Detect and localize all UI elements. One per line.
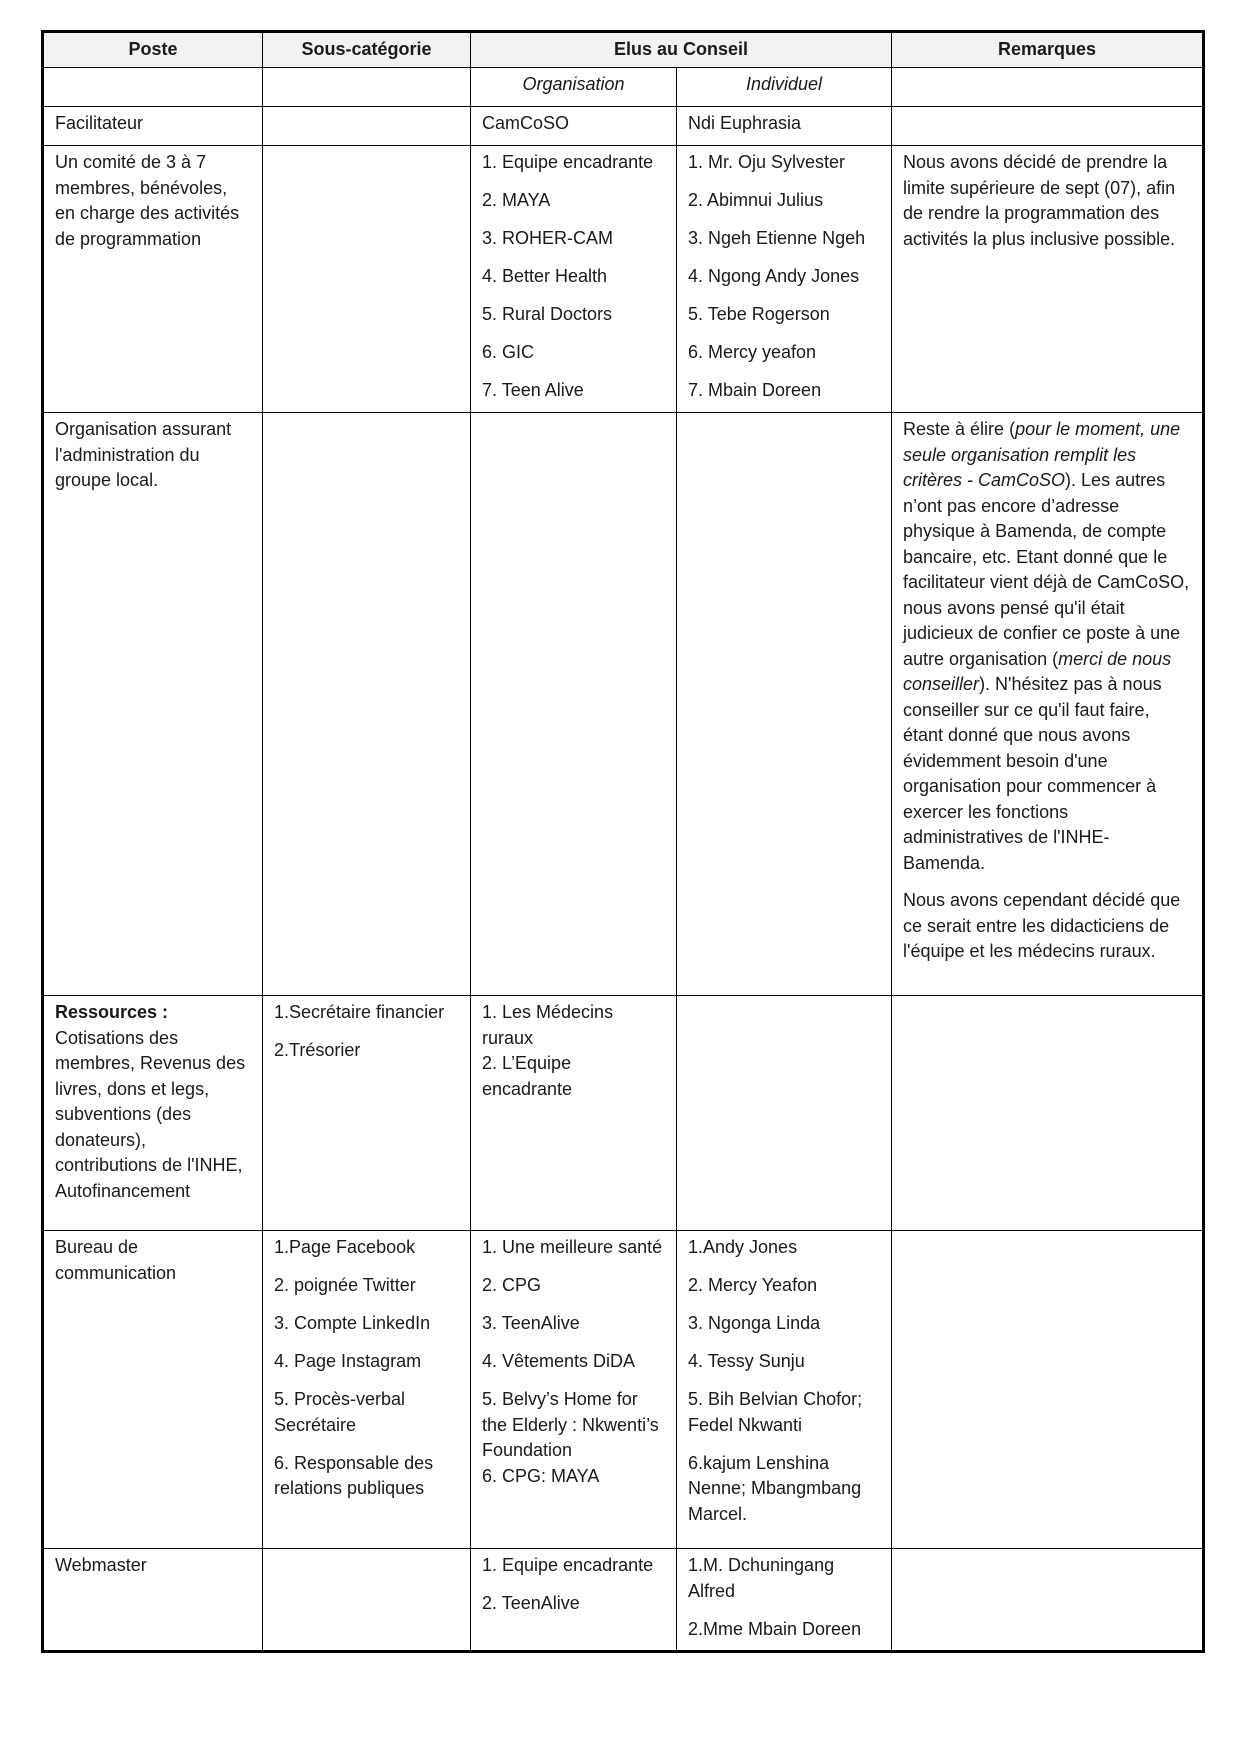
list-item: 2. MAYA	[482, 190, 551, 210]
cell-sous	[263, 146, 471, 413]
list-item: 3. Ngeh Etienne Ngeh	[688, 228, 866, 248]
list-item: 2. Mercy Yeafon	[688, 1275, 818, 1295]
cell-poste	[43, 996, 263, 1231]
cell-remarques	[892, 996, 1204, 1231]
table-row-administration	[43, 413, 1204, 996]
subheader-empty-poste	[43, 68, 263, 107]
header-elus: Elus au Conseil	[471, 32, 892, 68]
cell-organisation	[471, 413, 677, 996]
list-item: 3. Ngonga Linda	[688, 1313, 821, 1333]
list-item: 5. Procès-verbal Secrétaire	[274, 1389, 406, 1435]
list-item: 7. Teen Alive	[482, 380, 584, 400]
table-row-ressources	[43, 996, 1204, 1231]
header-poste: Poste	[43, 32, 263, 68]
table-row-communication	[43, 1231, 1204, 1549]
header-sous-categorie: Sous-catégorie	[263, 32, 471, 68]
list-item: 6. Responsable des relations publiques	[274, 1452, 434, 1498]
poste-text: Cotisations des membres, Revenus des livres, dons et legs, subventions (des donateurs), contributions de l'INHE, Autofinancement	[55, 1027, 246, 1201]
cell-poste: Bureau de communication	[43, 1231, 263, 1549]
cell-remarques: Nous avons décidé de prendre la limite supérieure de sept (07), afin de rendre la programmation des activités la plus inclusive possible.	[892, 146, 1204, 413]
list-item: 2. TeenAlive	[482, 1593, 580, 1613]
list-item: 1.M. Dchuningang Alfred	[688, 1555, 835, 1601]
subheader-empty-remarques	[892, 68, 1204, 107]
list-item: 1. Une meilleure santé	[482, 1237, 663, 1257]
list-item: 6. CPG: MAYA	[482, 1465, 600, 1486]
cell-organisation	[471, 1231, 677, 1549]
list-item: 5. Bih Belvian Chofor; Fedel Nkwanti	[688, 1389, 863, 1435]
poste-bold-label: Ressources :	[55, 1002, 169, 1022]
subheader-empty-sous	[263, 68, 471, 107]
list-item: 1. Equipe encadrante	[482, 1555, 654, 1575]
list-item: 5. Belvy’s Home for the Elderly : Nkwenti’s Foundation	[482, 1389, 659, 1460]
list-item: 4. Tessy Sunju	[688, 1351, 805, 1371]
remark-paragraph	[903, 417, 1191, 876]
remark-italic: merci de nous conseiller	[903, 648, 1172, 694]
cell-sous	[263, 1549, 471, 1652]
cell-sous	[263, 107, 471, 146]
cell-poste: Webmaster	[43, 1549, 263, 1652]
cell-sous	[263, 413, 471, 996]
list-item: 1.Page Facebook	[274, 1237, 416, 1257]
list-item: 1.Secrétaire financier	[274, 1002, 445, 1022]
list-item: 1.Andy Jones	[688, 1237, 798, 1257]
cell-poste: Organisation assurant l'administration du groupe local.	[43, 413, 263, 996]
list-item: 7. Mbain Doreen	[688, 380, 822, 400]
cell-remarques	[892, 107, 1204, 146]
cell-individuel	[677, 1549, 892, 1652]
list-item: 1. Mr. Oju Sylvester	[688, 152, 846, 172]
subheader-organisation: Organisation	[471, 68, 677, 107]
list-item: 6. GIC	[482, 342, 535, 362]
list-item: 3. TeenAlive	[482, 1313, 580, 1333]
cell-individuel: Ndi Euphrasia	[677, 107, 892, 146]
list-item: 2. L’Equipe encadrante	[482, 1053, 573, 1099]
list-item: 4. Page Instagram	[274, 1351, 422, 1371]
cell-individuel	[677, 146, 892, 413]
cell-sous	[263, 1231, 471, 1549]
cell-remarques	[892, 1231, 1204, 1549]
table-row-comite	[43, 146, 1204, 413]
list-item: 4. Ngong Andy Jones	[688, 266, 860, 286]
list-item: 5. Tebe Rogerson	[688, 304, 830, 324]
remark-text: Reste à élire (	[903, 419, 1016, 439]
cell-poste: Facilitateur	[43, 107, 263, 146]
cell-organisation	[471, 996, 677, 1231]
cell-remarques	[892, 413, 1204, 996]
cell-organisation	[471, 146, 677, 413]
cell-organisation	[471, 1549, 677, 1652]
remark-italic: pour le moment, une seule organisation remplit les critères - CamCoSO	[903, 419, 1181, 490]
list-item: 4. Vêtements DiDA	[482, 1351, 636, 1371]
header-row	[43, 32, 1204, 68]
cell-individuel	[677, 996, 892, 1231]
remark-text: ). N'hésitez pas à nous conseiller sur ce qu'il faut faire, étant donné que nous avons évidemment besoin d'une organisation pour commencer à exercer les fonctions administratives de l'INHE-Bamenda.	[903, 674, 1162, 873]
list-item: 2.Trésorier	[274, 1040, 361, 1060]
cell-poste: Un comité de 3 à 7 membres, bénévoles, en charge des activités de programmation	[43, 146, 263, 413]
cell-individuel	[677, 1231, 892, 1549]
subheader-row	[43, 68, 1204, 107]
list-item: 3. ROHER-CAM	[482, 228, 614, 248]
cell-remarques	[892, 1549, 1204, 1652]
list-item: 2. CPG	[482, 1275, 542, 1295]
list-item: 6. Mercy yeafon	[688, 342, 817, 362]
list-item: 6.kajum Lenshina Nenne; Mbangmbang Marcel.	[688, 1452, 862, 1524]
list-item: 3. Compte LinkedIn	[274, 1313, 431, 1333]
table-row-facilitateur	[43, 107, 1204, 146]
list-item: 5. Rural Doctors	[482, 304, 613, 324]
list-item: 2. poignée Twitter	[274, 1275, 416, 1295]
remark-paragraph: Nous avons cependant décidé que ce serait entre les didacticiens de l'équipe et les médecins ruraux.	[903, 890, 1181, 961]
cell-sous	[263, 996, 471, 1231]
cell-individuel	[677, 413, 892, 996]
table-row-webmaster	[43, 1549, 1204, 1652]
subheader-individuel: Individuel	[677, 68, 892, 107]
header-remarques: Remarques	[892, 32, 1204, 68]
list-item: 1. Les Médecins ruraux	[482, 1002, 614, 1048]
remark-text: ). Les autres n’ont pas encore d’adresse physique à Bamenda, de compte bancaire, etc. Etant donné que le facilitateur vient déjà de CamCoSO, nous avons pensé qu'il était judicieux de confier ce poste à une autre organisation (	[903, 470, 1190, 669]
list-item: 2. Abimnui Julius	[688, 190, 824, 210]
list-item: 1. Equipe encadrante	[482, 152, 654, 172]
council-table	[41, 30, 1205, 1653]
cell-organisation: CamCoSO	[471, 107, 677, 146]
list-item: 4. Better Health	[482, 266, 608, 286]
list-item: 2.Mme Mbain Doreen	[688, 1618, 862, 1639]
